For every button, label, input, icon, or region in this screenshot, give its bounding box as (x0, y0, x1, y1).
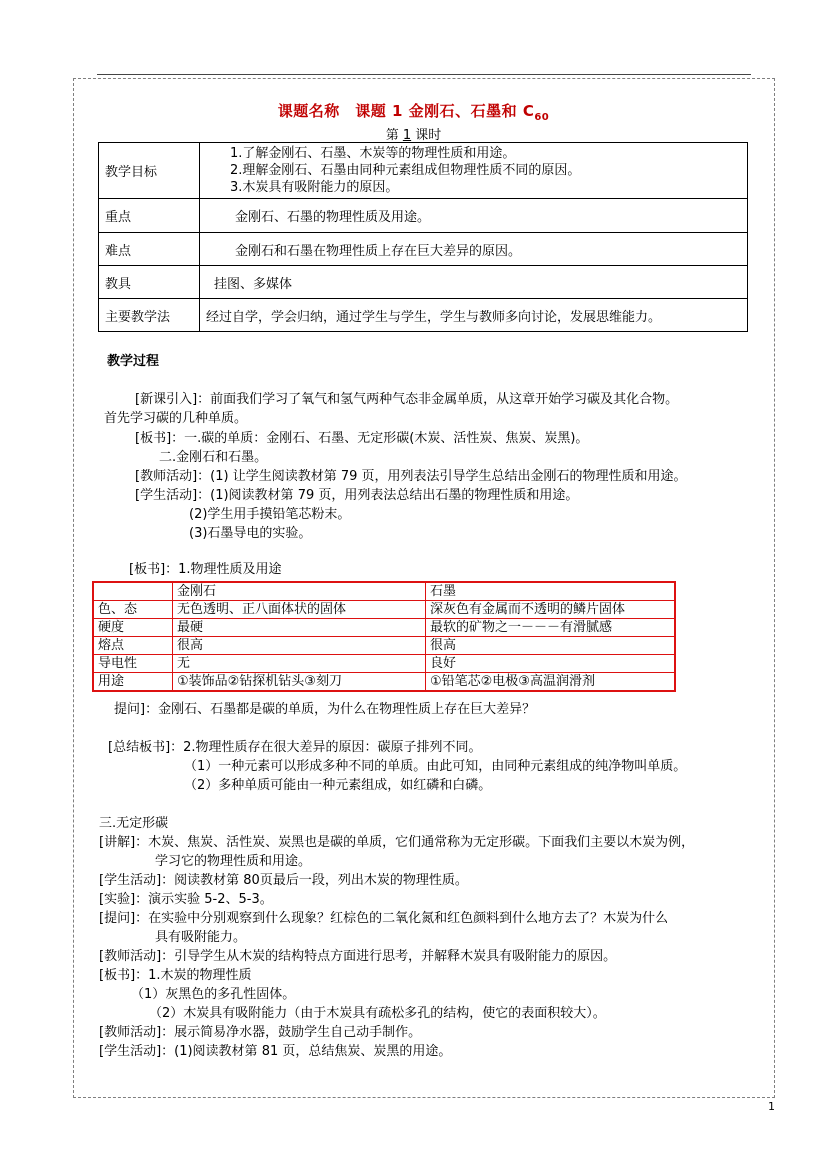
header-rule (97, 74, 751, 75)
goals-label: 教学目标 (99, 143, 200, 199)
process-heading: 教学过程 (107, 354, 160, 369)
summary-line: [总结板书]：2.物理性质存在很大差异的原因：碳原子排列不同。 (108, 740, 482, 755)
goals-cell (200, 143, 748, 199)
process-line: (3)石墨导电的实验。 (189, 526, 312, 541)
table-row (93, 582, 675, 601)
section-line: [提问]：在实验中分别观察到什么现象？红棕色的二氧化氮和红色颜料到什么地方去了？木炭为什么 (99, 911, 669, 926)
table-cell: 色、态 (93, 601, 173, 619)
section-line: （1）灰黑色的多孔性固体。 (131, 987, 296, 1002)
table-cell: 最硬 (173, 619, 426, 637)
section-heading: 三.无定形碳 (99, 816, 169, 831)
table-cell: 深灰色有金属而不透明的鳞片固体 (426, 601, 676, 619)
section-line: [实验]：演示实验 5-2、5-3。 (99, 892, 273, 907)
lesson-plan-table (98, 142, 748, 332)
table-cell: ①铅笔芯②电极③高温润滑剂 (426, 673, 676, 692)
table-cell: ①装饰品②钻探机钻头③刻刀 (173, 673, 426, 692)
section-line: [学生活动]：(1)阅读教材第 81 页，总结焦炭、炭黑的用途。 (99, 1044, 452, 1059)
section-line: 具有吸附能力。 (155, 930, 247, 945)
table-cell: 石墨 (426, 582, 676, 601)
section-line: [教师活动]：引导学生从木炭的结构特点方面进行思考，并解释木炭具有吸附能力的原因。 (99, 949, 617, 964)
method-value: 经过自学，学会归纳，通过学生与学生，学生与教师多向讨论，发展思维能力。 (200, 299, 748, 332)
table-cell: 金刚石 (173, 582, 426, 601)
goal-item: 3.木炭具有吸附能力的原因。 (230, 180, 399, 195)
table-cell: 最软的矿物之一－－－有滑腻感 (426, 619, 676, 637)
process-line: [板书]：1.物理性质及用途 (129, 562, 282, 577)
summary-line: （2）多种单质可能由一种元素组成，如红磷和白磷。 (184, 778, 492, 793)
tools-value: 挂图、多媒体 (200, 266, 748, 299)
properties-table (92, 581, 676, 692)
table-cell: 熔点 (93, 637, 173, 655)
section-line: [教师活动]：展示简易净水器，鼓励学生自己动手制作。 (99, 1025, 422, 1040)
key-value: 金刚石、石墨的物理性质及用途。 (200, 199, 748, 233)
table-cell: 无 (173, 655, 426, 673)
table-cell: 用途 (93, 673, 173, 692)
lesson-title: 课题名称 课题 1 金刚石、石墨和 $C_{60}$ (277, 102, 550, 123)
summary-line: （1）一种元素可以形成多种不同的单质。由此可知，由同种元素组成的纯净物叫单质。 (184, 759, 687, 774)
section-line: 学习它的物理性质和用途。 (155, 854, 312, 869)
table-row (93, 637, 675, 655)
table-row (93, 673, 675, 692)
table-row (93, 655, 675, 673)
process-line: [教师活动]：(1) 让学生阅读教材第 79 页，用列表法引导学生总结出金刚石的物理性质和用途。 (135, 469, 687, 484)
table-cell: 导电性 (93, 655, 173, 673)
difficulty-label: 难点 (99, 233, 200, 266)
process-line: 首先学习碳的几种单质。 (104, 411, 248, 426)
process-line: [新课引入]：前面我们学习了氧气和氢气两种气态非金属单质，从这章开始学习碳及其化合物。 (135, 392, 679, 407)
process-line: 二.金刚石和石墨。 (159, 450, 268, 465)
table-cell (93, 582, 173, 601)
table-cell: 硬度 (93, 619, 173, 637)
lesson-period: 第 1 课时 (385, 128, 442, 143)
section-line: [学生活动]：阅读教材第 80页最后一段，列出木炭的物理性质。 (99, 873, 468, 888)
table-row (93, 619, 675, 637)
process-line: [板书]：一.碳的单质：金刚石、石墨、无定形碳(木炭、活性炭、焦炭、炭黑)。 (135, 431, 589, 446)
goal-item: 1.了解金刚石、石墨、木炭等的物理性质和用途。 (230, 146, 516, 161)
table-cell: 无色透明、正八面体状的固体 (173, 601, 426, 619)
question-line: 提问]：金刚石、石墨都是碳的单质，为什么在物理性质上存在巨大差异？ (114, 702, 536, 717)
key-label: 重点 (99, 199, 200, 233)
goal-item: 2.理解金刚石、石墨由同种元素组成但物理性质不同的原因。 (230, 163, 581, 178)
table-cell: 很高 (426, 637, 676, 655)
section-line: [板书]：1.木炭的物理性质 (99, 968, 252, 983)
table-cell: 很高 (173, 637, 426, 655)
section-line: （2）木炭具有吸附能力（由于木炭具有疏松多孔的结构，使它的表面积较大）。 (149, 1006, 606, 1021)
table-cell: 良好 (426, 655, 676, 673)
process-line: [学生活动]：(1)阅读教材第 79 页，用列表法总结出石墨的物理性质和用途。 (135, 488, 579, 503)
section-line: [讲解]：木炭、焦炭、活性炭、炭黑也是碳的单质，它们通常称为无定形碳。下面我们主要以木炭为例， (99, 835, 695, 850)
process-line: (2)学生用手摸铅笔芯粉末。 (189, 507, 351, 522)
page-number: 1 (768, 1100, 775, 1113)
difficulty-value: 金刚石和石墨在物理性质上存在巨大差异的原因。 (200, 233, 748, 266)
table-row (93, 601, 675, 619)
tools-label: 教具 (99, 266, 200, 299)
method-label: 主要教学法 (99, 299, 200, 332)
